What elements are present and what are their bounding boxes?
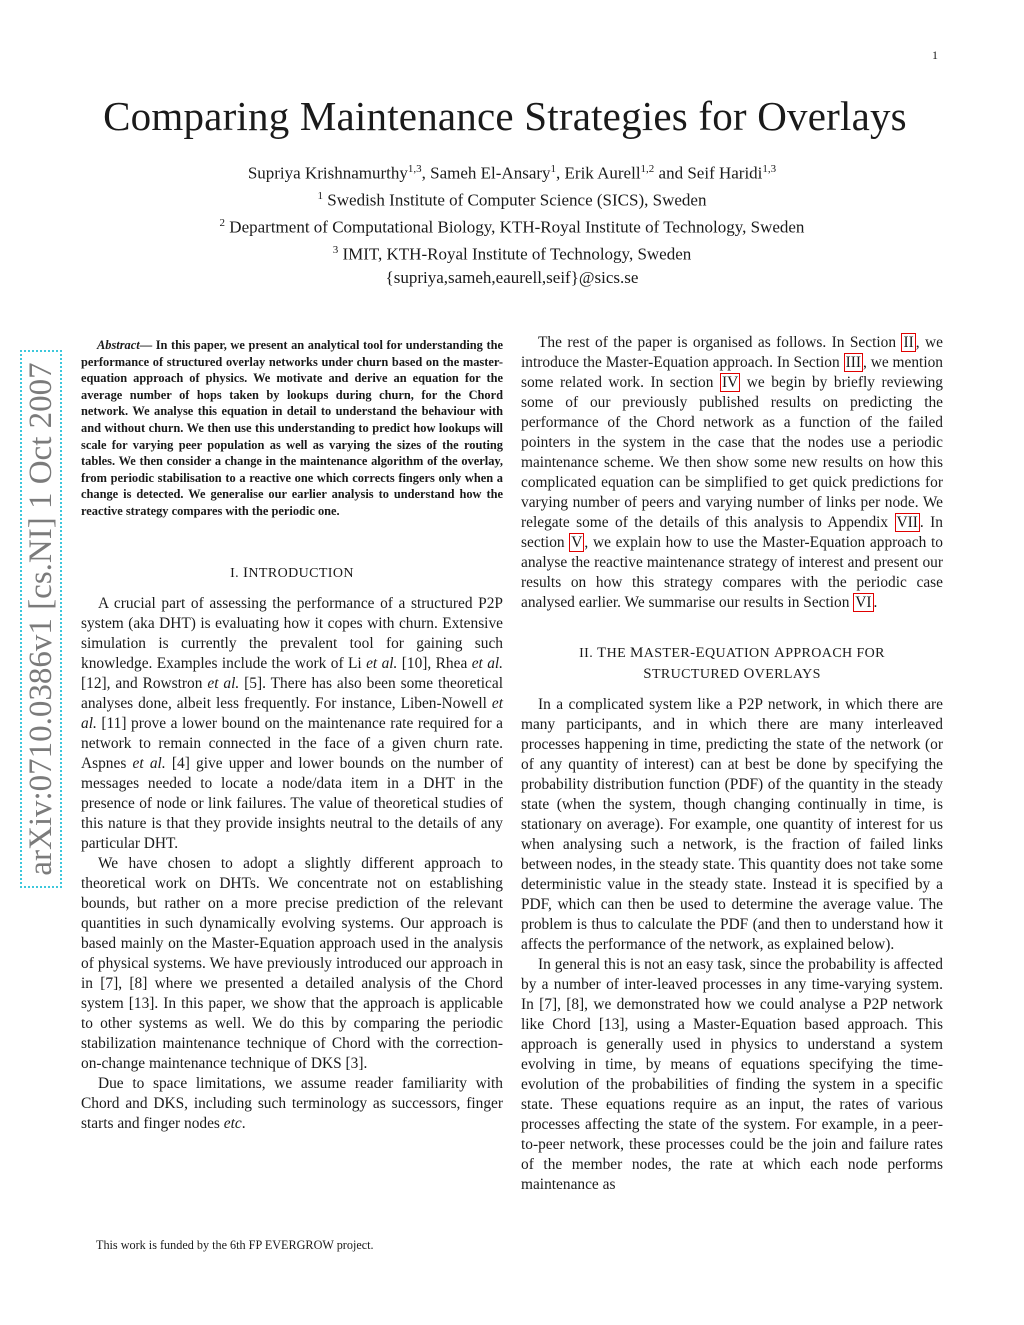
section-heading-master-equation: II. THE MASTER-EQUATION APPROACH FOR STRUCTURED OVERLAYS xyxy=(579,645,885,682)
appendix-ref-link[interactable]: VII xyxy=(896,514,918,531)
author-affil-sup: 1,3 xyxy=(762,163,777,175)
abstract: Abstract— In this paper, we present an analytical tool for understanding the performance of structured overlay networks under churn based on the master-equation approach of physics. We motivate and derive an equation for the average number of hops taken by lookups during churn, for the Chord network. We analyse this equation in detail to understand the behaviour with and without churn. We then use this understanding to predict how lookups will scale for varying peer population as well as varying the sizes of the routing tables. We then consider a change in the maintenance algorithm of the overlay, from periodic stabilisation to a reactive one which corrects fingers only when a change is detected. We generalise our earlier analysis to understand how the reactive strategy compares with the periodic one. xyxy=(81,338,503,518)
paper-title: Comparing Maintenance Strategies for Overlays xyxy=(103,93,907,139)
master-equation-paragraph-2: In general this is not an easy task, since the probability is affected by a number of inter-leaved processes in any time-varying system. In [7], [8], we demonstrated how we could analyse a P2P network like Chord [13], using a Master-Equation based approach. This approach is generally used in physics to understand a system evolving in time, by means of equations specifying the time-evolution of the probabilities of finding the system in a specific state. These equations require as an input, the rates of various processes affecting the state of the system. For example, in a peer-to-peer network, these processes could be the join and failure rates of the member nodes, the rate at which each node performs maintenance as xyxy=(521,956,943,1193)
author-email: {supriya,sameh,eaurell,seif}@sics.se xyxy=(385,267,639,287)
author-affil-sup: 1 xyxy=(550,163,557,175)
master-equation-paragraph-1: In a complicated system like a P2P network, in which there are many participants, and in which there are many interleaved processes happening in time, predicting the state of the network (or of any quantity of interest) can at best be done by specifying the probability distribution function (PDF) of the quantity in the steady state (when the system, though changing continually in time, is stationary on average). For example, one quantity of interest for us when analysing such a network, is the fraction of failed links between nodes, in the steady state. This quantity does not take some deterministic value in the steady state. Instead it is specified by a PDF, which can then be used to determine the average value. The problem is thus to calculate the PDF (and then to understand how it affects the performance of the network, as explained below). xyxy=(521,696,943,953)
author-name: Sameh El-Ansary xyxy=(430,163,551,183)
author-block xyxy=(0,158,1024,289)
section-ref-link[interactable]: V xyxy=(571,534,583,551)
section-ref-link[interactable]: IV xyxy=(721,374,739,391)
affiliation-2: $^2$ Department of Computational Biology, KTH-Royal Institute of Technology, Sweden xyxy=(219,217,805,237)
funding-footnote: This work is funded by the 6th FP EVERGROW project. xyxy=(96,1238,374,1252)
right-column xyxy=(521,333,943,1195)
author-affil-sup: 1,3 xyxy=(407,163,422,175)
section-ref-link[interactable]: III xyxy=(845,354,861,371)
author-affil-sup: 1,2 xyxy=(640,163,655,175)
abstract-label: Abstract xyxy=(97,338,140,352)
author-name: Supriya Krishnamurthy xyxy=(247,163,408,183)
author-line: Supriya Krishnamurthy$^{1,3}$, Sameh El-Ansary$^1$, Erik Aurell$^{1,2}$ and Seif Haridi$^{1,3}$ xyxy=(247,163,777,183)
outline-paragraph: The rest of the paper is organised as follows. In Section II , we introduce the Master-Equation approach. In Section III , we mention some related work. In section IV we begin by briefly reviewing some of our previously published results on predicting the performance of the Chord network as a function of the failed pointers in the system in the case that the nodes use a periodic maintenance scheme. We then show some new results on how this complicated equation can be simplified to get quick predictions for varying number of peers and varying number of links per node. We relegate some of the details of this analysis to Appendix VII . In section V , we explain how to use the Master-Equation approach to analyse the reactive maintenance strategy of interest and present our results on how this strategy compares with the periodic case analysed earlier. We summarise our results in Section VI . xyxy=(521,334,943,611)
section-ref-link[interactable]: VI xyxy=(855,594,872,611)
left-column xyxy=(81,333,503,1134)
author-name: Erik Aurell xyxy=(564,163,641,183)
section-ref-link[interactable]: II xyxy=(903,334,914,351)
arxiv-stamp[interactable]: arXiv:0710.0386v1 [cs.NI] 1 Oct 2007 xyxy=(20,350,62,888)
author-name: Seif Haridi xyxy=(687,163,763,183)
section-heading-introduction: I. INTRODUCTION xyxy=(230,564,354,581)
abstract-text: In this paper, we present an analytical tool for understanding the performance of structured overlay networks under churn based on the master-equation approach of physics. We motivate and derive an equation for the average number of hops taken by lookups during churn, for the Chord network. We analyse this equation in detail to understand the behaviour with and without churn. We then use this understanding to predict how lookups will scale for varying peer population as well as varying the sizes of the routing tables. We then consider a change in the maintenance algorithm of the overlay, from periodic stabilisation to a reactive one which corrects fingers only when a change is detected. We generalise our earlier analysis to understand how the reactive strategy compares with the periodic one. xyxy=(81,338,503,518)
affiliation-1: $^1$ Swedish Institute of Computer Science (SICS), Sweden xyxy=(317,190,707,210)
intro-paragraph-1: A crucial part of assessing the performance of a structured P2P system (aka DHT) is evaluating how it copes with churn. Extensive simulation is currently the prevalent tool for gaining such knowledge. Examples include the work of Li et al. [10], Rhea et al. [12], and Rowstron et al. [5]. There has also been some theoretical analyses done, albeit less frequently. For instance, Liben-Nowell et al. [11] prove a lower bound on the maintenance rate required for a network to remain connected in the face of a given churn rate. Aspnes et al. [4] give upper and lower bounds on the number of messages needed to locate a node/data item in a DHT in the presence of node or link failures. The value of theoretical studies of this nature is that they provide insights neutral to the details of any particular DHT. xyxy=(81,594,504,852)
intro-paragraph-3: Due to space limitations, we assume reader familiarity with Chord and DKS, including such terminology as successors, finger starts and finger nodes etc. xyxy=(81,1074,503,1132)
page-number: 1 xyxy=(932,48,938,62)
intro-paragraph-2: We have chosen to adopt a slightly different approach to theoretical work on DHTs. We concentrate not on establishing bounds, but rather on a more precise prediction of the relevant quantities in such dynamically evolving systems. Our approach is based mainly on the Master-Equation approach used in the analysis of physical systems. We have previously introduced our approach in in [7], [8] where we presented a detailed analysis of the Chord system [13]. In this paper, we show that the approach is applicable to other systems as well. We do this by comparing the periodic stabilization maintenance technique of Chord with the correction-on-change maintenance technique of DKS [3]. xyxy=(81,854,503,1072)
affiliation-3: $^3$ IMIT, KTH-Royal Institute of Technology, Sweden xyxy=(332,244,692,265)
